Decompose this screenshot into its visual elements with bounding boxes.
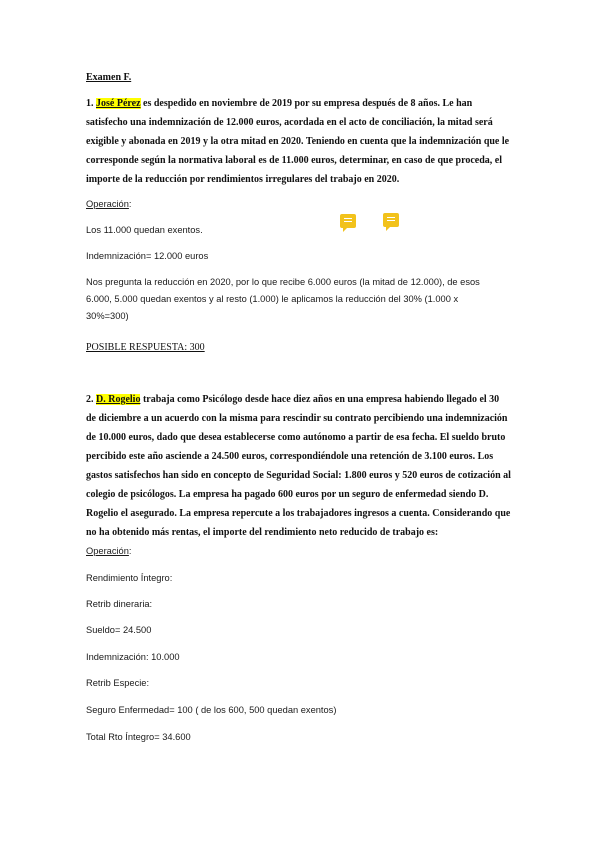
operation-2-item: Retrib Especie:: [86, 678, 150, 688]
operation-2-item: Seguro Enfermedad= 100 ( de los 600, 500 quedan exentos): [86, 705, 337, 715]
operation-2-item: Total Rto Íntegro= 34.600: [86, 732, 191, 742]
operation-1-line: Los 11.000 quedan exentos.: [86, 225, 203, 235]
operation-2-item: Indemnización: 10.000: [86, 652, 180, 662]
operation-2-item: Rendimiento Íntegro:: [86, 573, 173, 583]
question-2-line: 2. D. Rogelio trabaja como Psicólogo desde hace diez años en una empresa habiendo llegado el 30: [86, 394, 500, 405]
exam-title: Examen F.: [86, 72, 132, 83]
highlighted-name: José Pérez: [96, 98, 141, 109]
question-1-line: corresponde según la normativa laboral es de 11.000 euros, determinar, en caso de que proceda, el: [86, 155, 503, 166]
comment-icon[interactable]: [383, 213, 399, 227]
question-1-line: satisfecho una indemnización de 12.000 euros, acordada en el acto de conciliación, la mitad será: [86, 117, 493, 128]
question-2-line: no ha obtenido más rentas, el importe del rendimiento neto reducido de trabajo es:: [86, 527, 439, 538]
question-2-line: Rogelio el asegurado. La empresa repercute a los trabajadores ingresos a cuenta. Considerando que: [86, 508, 511, 519]
operation-2-heading: Operación:: [86, 546, 132, 556]
comment-icon[interactable]: [340, 214, 356, 228]
question-2-line: de diciembre a un acuerdo con la misma para rescindir su contrato percibiendo una indemnización: [86, 413, 508, 424]
question-number: 1.: [86, 98, 94, 109]
highlighted-name: D. Rogelio: [96, 394, 141, 405]
question-2-line: de 10.000 euros, dado que desea establecerse como autónomo a partir de esa fecha. El sueldo bruto: [86, 432, 506, 443]
question-2-line: gastos satisfechos han sido en concepto de Seguridad Social: 1.800 euros y 520 euros de cotización al: [86, 470, 511, 481]
question-2: [86, 390, 516, 542]
question-1-line: 1. José Pérez es despedido en noviembre de 2019 por su empresa después de 8 años. Le han: [86, 98, 473, 109]
possible-answer: POSIBLE RESPUESTA: 300: [86, 342, 205, 353]
operation-1-paragraph: Nos pregunta la reducción en 2020, por lo que recibe 6.000 euros (la mitad de 12.000), de esos 6.000, 5.000 quedan exentos y al resto (1.000) le aplicamos la reducción del 30% (1.000 x 30%=300): [86, 277, 480, 321]
operation-1-line: Indemnización= 12.000 euros: [86, 251, 209, 261]
operation-1-heading: Operación:: [86, 199, 132, 209]
question-2-line: colegio de psicólogos. La empresa ha pagado 600 euros por un seguro de enfermedad siendo D.: [86, 489, 489, 500]
question-1-line: exigible y abonada en 2019 y la otra mitad en 2020. Teniendo en cuenta que la indemnización que le: [86, 136, 510, 147]
question-2-line: percibido este año asciende a 24.500 euros, correspondiéndole una retención de 3.100 euros. Los: [86, 451, 494, 462]
question-1: [86, 94, 516, 189]
question-number: 2.: [86, 394, 94, 405]
operation-2-item: Retrib dineraria:: [86, 599, 153, 609]
operation-2-item: Sueldo= 24.500: [86, 625, 152, 635]
question-1-line: importe de la reducción por rendimientos irregulares del trabajo en 2020.: [86, 174, 400, 185]
